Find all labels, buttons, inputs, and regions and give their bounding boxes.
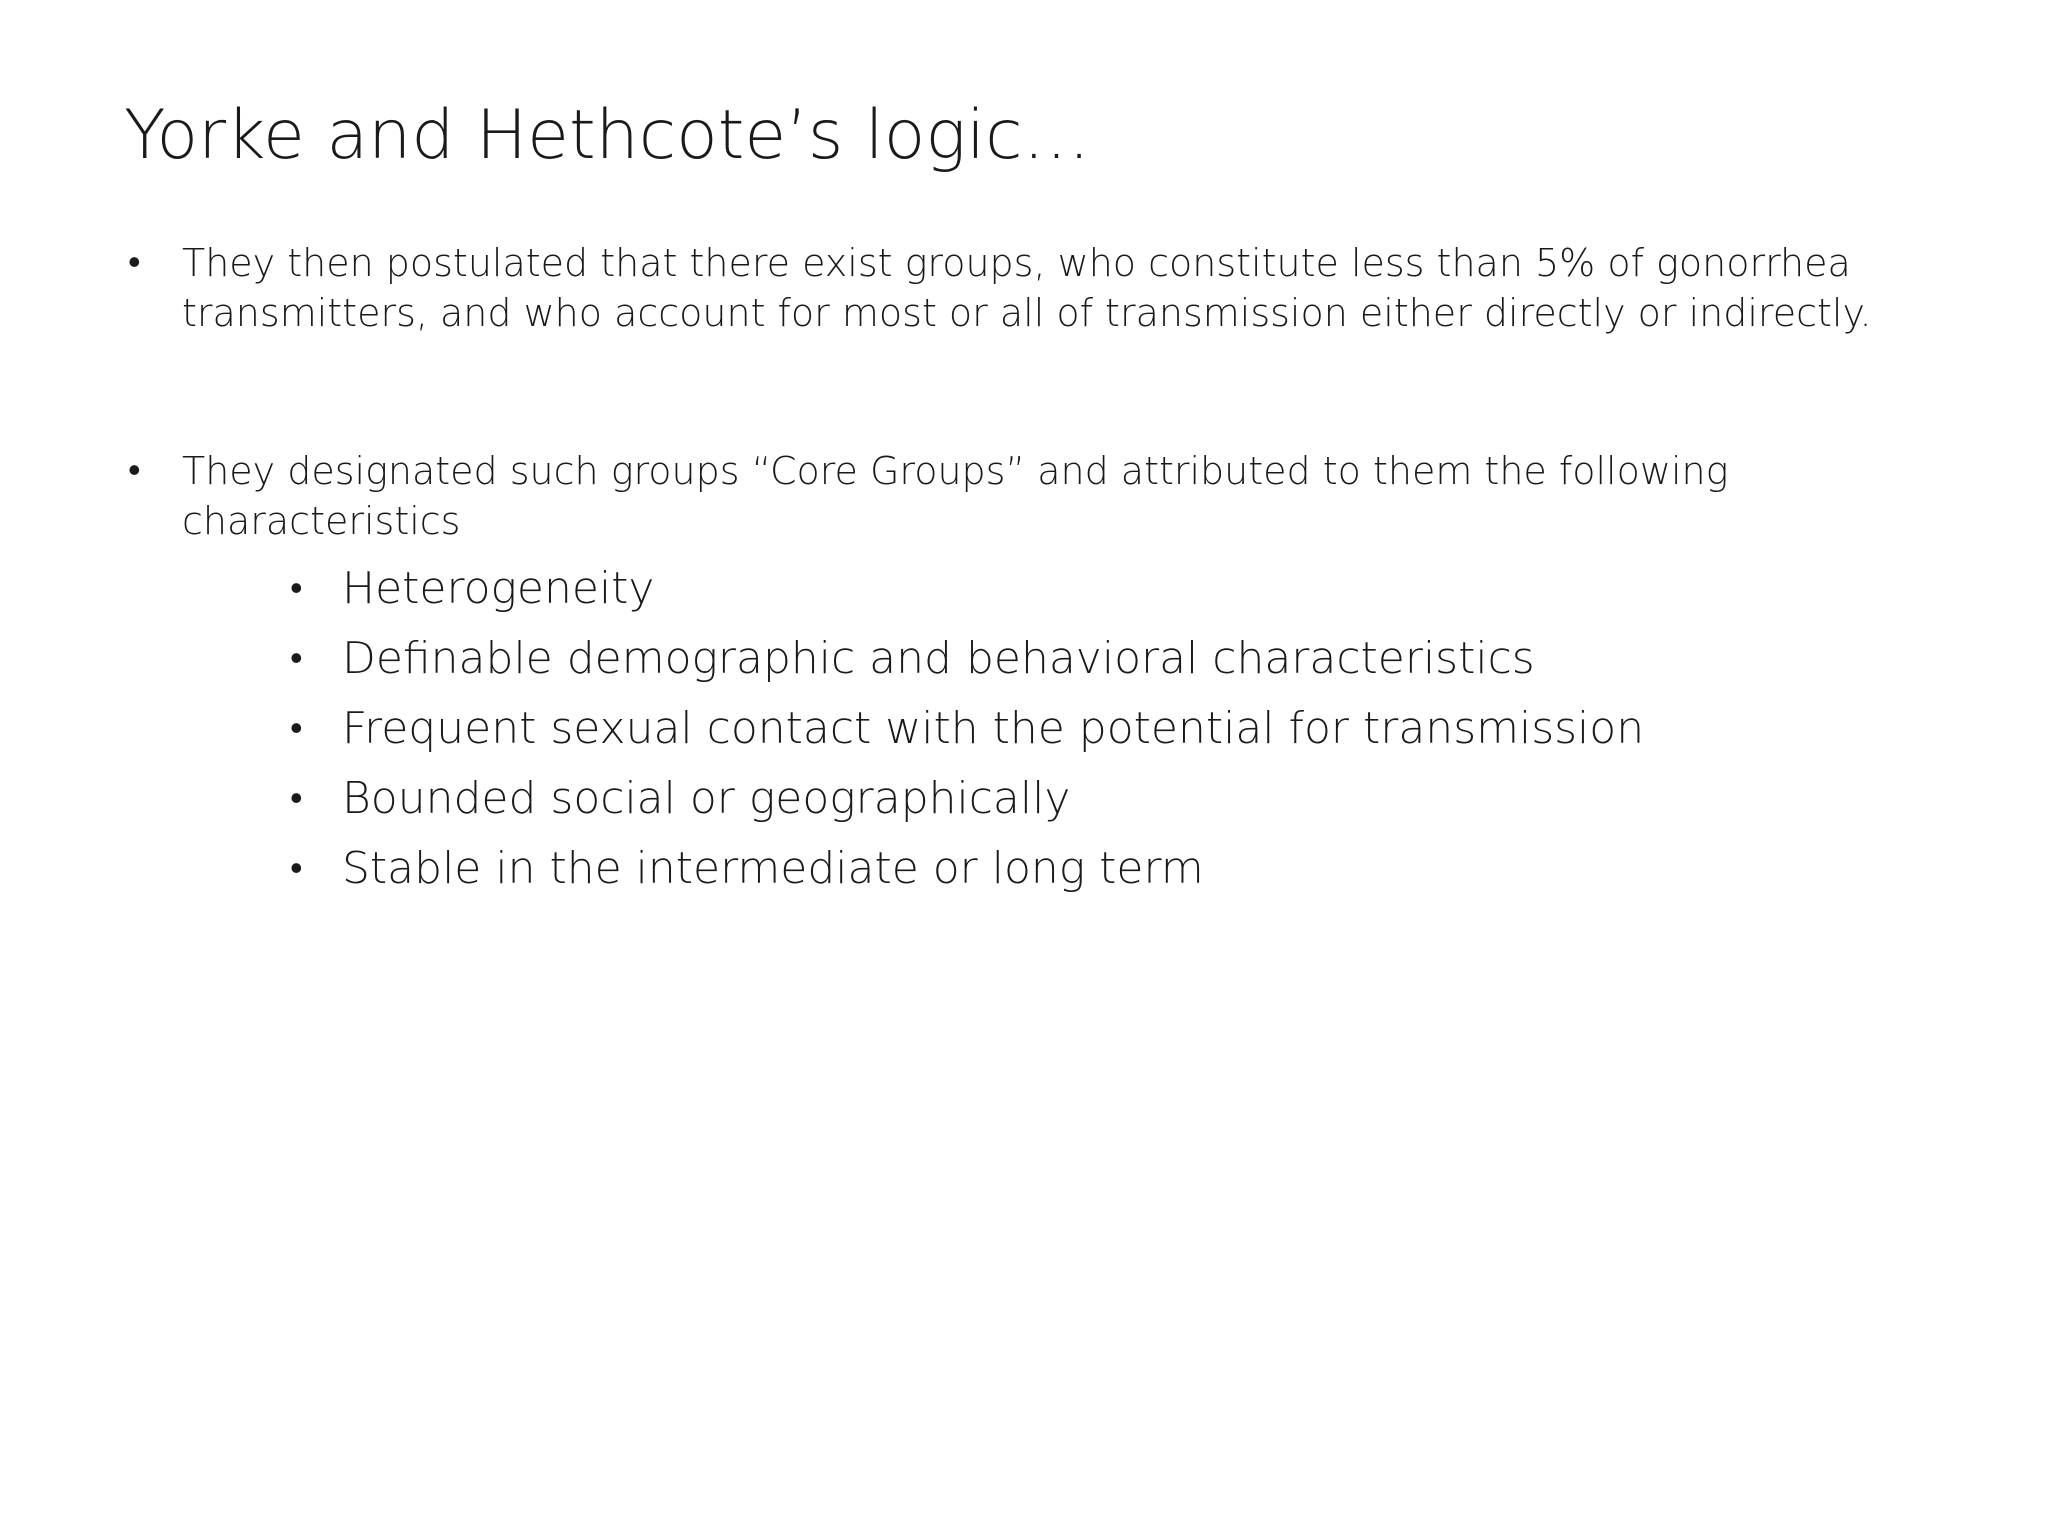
bullet-dot-icon: • — [290, 638, 303, 679]
sub-item-bounded — [182, 764, 1994, 834]
sub-item-text: Heterogeneity — [342, 563, 655, 614]
bullet-item-core-groups — [124, 446, 1994, 904]
characteristics-list — [182, 554, 1994, 904]
bullet-text: They designated such groups “Core Groups” and attributed to them the following characteristics — [182, 449, 1729, 543]
bullet-dot-icon: • — [290, 778, 303, 819]
sub-item-heterogeneity — [182, 554, 1994, 624]
sub-item-text: Bounded social or geographically — [342, 773, 1071, 824]
sub-item-text: Frequent sexual contact with the potential for transmission — [342, 703, 1645, 754]
sub-item-definable — [182, 624, 1994, 694]
sub-item-stable — [182, 834, 1994, 904]
sub-item-frequent-contact — [182, 694, 1994, 764]
bullet-list-first — [124, 238, 1994, 338]
bullet-dot-icon: • — [290, 708, 303, 749]
bullet-dot-icon: • — [290, 568, 303, 609]
bullet-list-second — [124, 446, 1994, 904]
sub-item-text: Stable in the intermediate or long term — [342, 843, 1204, 894]
bullet-dot-icon: • — [128, 450, 141, 491]
bullet-dot-icon: • — [128, 242, 141, 283]
bullet-dot-icon: • — [290, 848, 303, 889]
sub-item-text: Definable demographic and behavioral characteristics — [342, 633, 1535, 684]
bullet-text: They then postulated that there exist groups, who constitute less than 5% of gonorrhea transmitters, and who account for most or all of transmission either directly or indirectly. — [182, 241, 1872, 335]
bullet-item-postulate — [124, 238, 1994, 338]
slide-title: Yorke and Hethcote’s logic… — [124, 96, 1091, 175]
